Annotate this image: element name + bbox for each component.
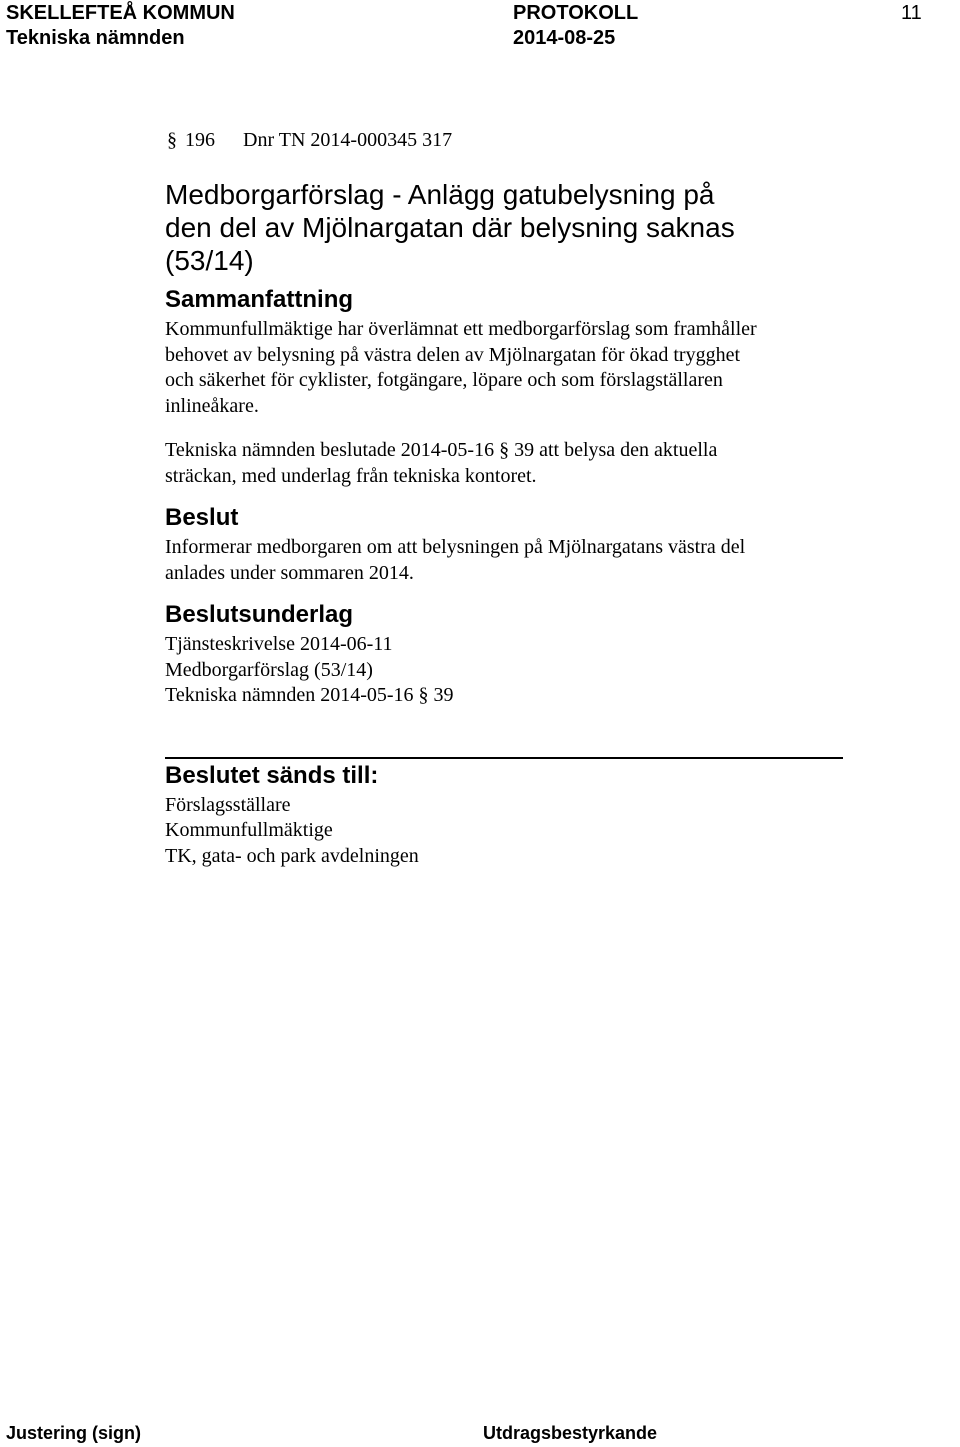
certification-label: Utdragsbestyrkande (483, 1423, 658, 1443)
case-title (165, 178, 845, 277)
recipient-item: TK, gata- och park avdelningen (165, 844, 419, 867)
case-reference (165, 128, 845, 152)
summary-paragraph-2 (165, 438, 845, 489)
text-line: sträckan, med underlag från tekniska kontoret. (165, 464, 537, 487)
text-line: Kommunfullmäktige har överlämnat ett medborgarförslag som framhåller (165, 318, 757, 340)
recipient-item: Förslagsställare (165, 793, 291, 816)
document-date: 2014-08-25 (513, 27, 616, 49)
recipients-heading: Beslutet sänds till: (165, 761, 379, 789)
text-line: behovet av belysning på västra delen av Mjölnargatan för ökad trygghet (165, 343, 741, 366)
department-name: Tekniska nämnden (6, 27, 185, 49)
recipient-item: Kommunfullmäktige (165, 819, 333, 841)
basis-item: Tekniska nämnden 2014-05-16 § 39 (165, 684, 454, 706)
summary-heading: Sammanfattning (165, 286, 354, 313)
page-number: 11 (901, 2, 922, 24)
text-line: anlades under sommaren 2014. (165, 561, 414, 584)
dnr-number: Dnr TN 2014-000345 317 (243, 129, 453, 151)
title-line: Medborgarförslag - Anlägg gatubelysning på (165, 179, 715, 210)
basis-item: Tjänsteskrivelse 2014-06-11 (165, 633, 393, 655)
organization-name: SKELLEFTEÅ KOMMUN (6, 2, 235, 24)
title-line: (53/14) (165, 245, 254, 276)
text-line: Informerar medborgaren om att belysningen på Mjölnargatans västra del (165, 536, 746, 558)
text-line: Tekniska nämnden beslutade 2014-05-16 § 39 att belysa den aktuella (165, 439, 718, 461)
basis-heading: Beslutsunderlag (165, 601, 354, 628)
section-divider (165, 757, 843, 759)
title-line: den del av Mjölnargatan där belysning saknas (165, 212, 735, 243)
section-number: 196 (185, 129, 215, 151)
document-type: PROTOKOLL (513, 2, 639, 24)
text-line: inlineåkare. (165, 394, 259, 417)
recipients-list (165, 793, 845, 870)
section-symbol: § (167, 129, 177, 151)
basis-item: Medborgarförslag (53/14) (165, 658, 373, 681)
text-line: och säkerhet för cyklister, fotgängare, löpare och som förslagställaren (165, 369, 723, 391)
basis-list (165, 632, 845, 709)
document-body (165, 128, 845, 869)
summary-paragraph-1 (165, 317, 845, 419)
decision-heading: Beslut (165, 504, 239, 531)
signature-label: Justering (sign) (6, 1423, 142, 1443)
decision-text (165, 535, 845, 586)
